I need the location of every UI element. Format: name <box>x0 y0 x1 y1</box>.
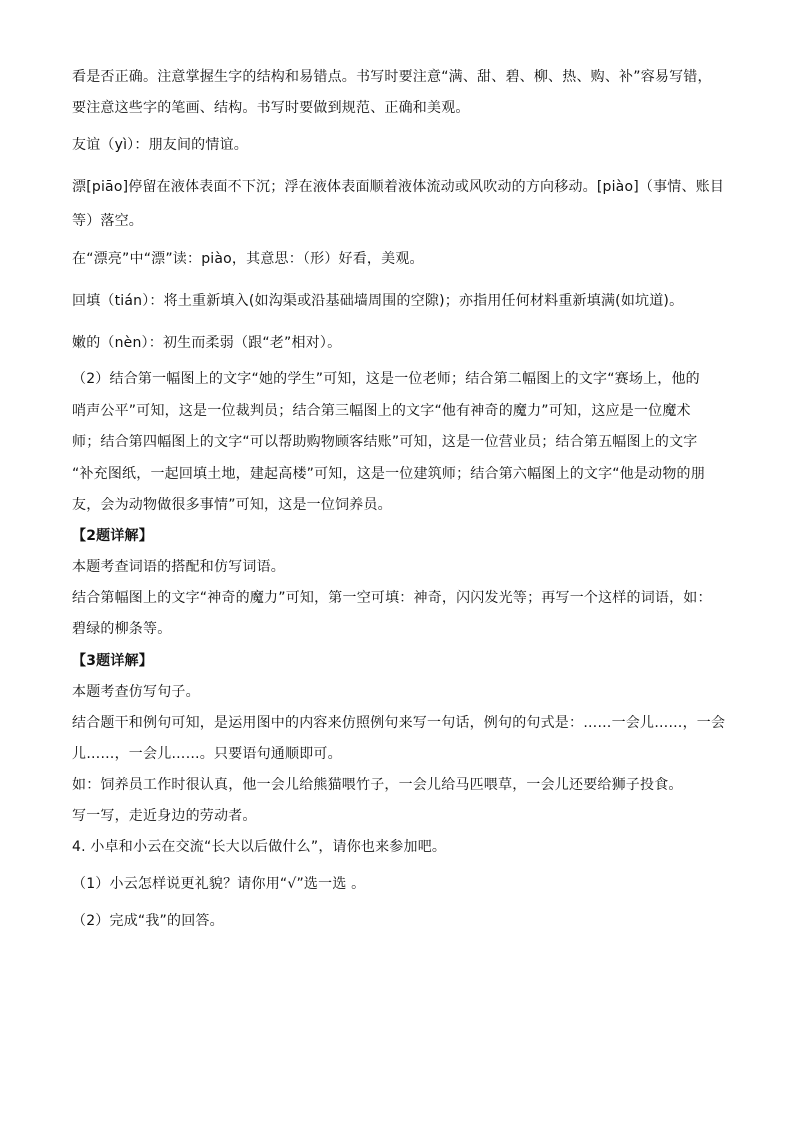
text-line: 儿……，一会儿……。只要语句通顺即可。 <box>72 746 342 762</box>
text-line: 等）落空。 <box>72 213 143 229</box>
text-line: 要注意这些字的笔画、结构。书写时要做到规范、正确和美观。 <box>72 100 470 116</box>
question-title: 4. 小卓和小云在交流“长大以后做什么”，请你也来参加吧。 <box>72 839 447 855</box>
section-heading: 【3题详解】 <box>72 653 153 669</box>
text-line: 哨声公平”可知，这是一位裁判员；结合第三幅图上的文字“他有神奇的魔力”可知，这应是一位魔术 <box>72 403 691 419</box>
text-line: 看是否正确。注意掌握生字的结构和易错点。书写时要注意“满、甜、碧、柳、热、购、补”容易写错， <box>72 69 712 85</box>
text-line: 回填（tián）：将土重新填入(如沟渠或沿基础墙周围的空隙)；亦指用任何材料重新填满(如坑道)。 <box>72 293 684 309</box>
text-line: 写一写，走近身边的劳动者。 <box>72 808 257 824</box>
text-line: 本题考查仿写句子。 <box>72 684 200 700</box>
text-line: 漂[piāo]停留在液体表面不下沉；浮在液体表面顺着液体流动或风吹动的方向移动。[piào]（事情、账目 <box>72 179 725 195</box>
text-line: （2）结合第一幅图上的文字“她的学生”可知，这是一位老师；结合第二幅图上的文字“赛场上，他的 <box>72 371 700 387</box>
text-line: （2）完成“我”的回答。 <box>72 913 224 929</box>
text-line: 如：饲养员工作时很认真，他一会儿给熊猫喂竹子，一会儿给马匹喂草，一会儿还要给狮子投食。 <box>72 777 683 793</box>
text-line: （1）小云怎样说更礼貌？请你用“√”选一选 。 <box>72 876 366 892</box>
text-line: 友谊（yì）：朋友间的情谊。 <box>72 137 248 153</box>
text-line: 嫩的（nèn）：初生而柔弱（跟“老”相对）。 <box>72 335 342 351</box>
text-line: 友，会为动物做很多事情”可知，这是一位饲养员。 <box>72 497 392 513</box>
text-line: “补充图纸，一起回填土地，建起高楼”可知，这是一位建筑师；结合第六幅图上的文字“他是动物的朋 <box>72 466 705 482</box>
section-heading: 【2题详解】 <box>72 528 153 544</box>
text-line: 师；结合第四幅图上的文字“可以帮助购物顾客结账”可知，这是一位营业员；结合第五幅图上的文字 <box>72 434 698 450</box>
text-line: 结合第幅图上的文字“神奇的魔力”可知，第一空可填：神奇，闪闪发光等；再写一个这样的词语，如： <box>72 590 712 606</box>
text-line: 本题考查词语的搭配和仿写词语。 <box>72 559 285 575</box>
text-line: 在“漂亮”中“漂”读：piào，其意思：（形）好看，美观。 <box>72 251 424 267</box>
text-line: 结合题干和例句可知，是运用图中的内容来仿照例句来写一句话，例句的句式是：……一会儿……，一会 <box>72 715 726 731</box>
text-line: 碧绿的柳条等。 <box>72 621 172 637</box>
